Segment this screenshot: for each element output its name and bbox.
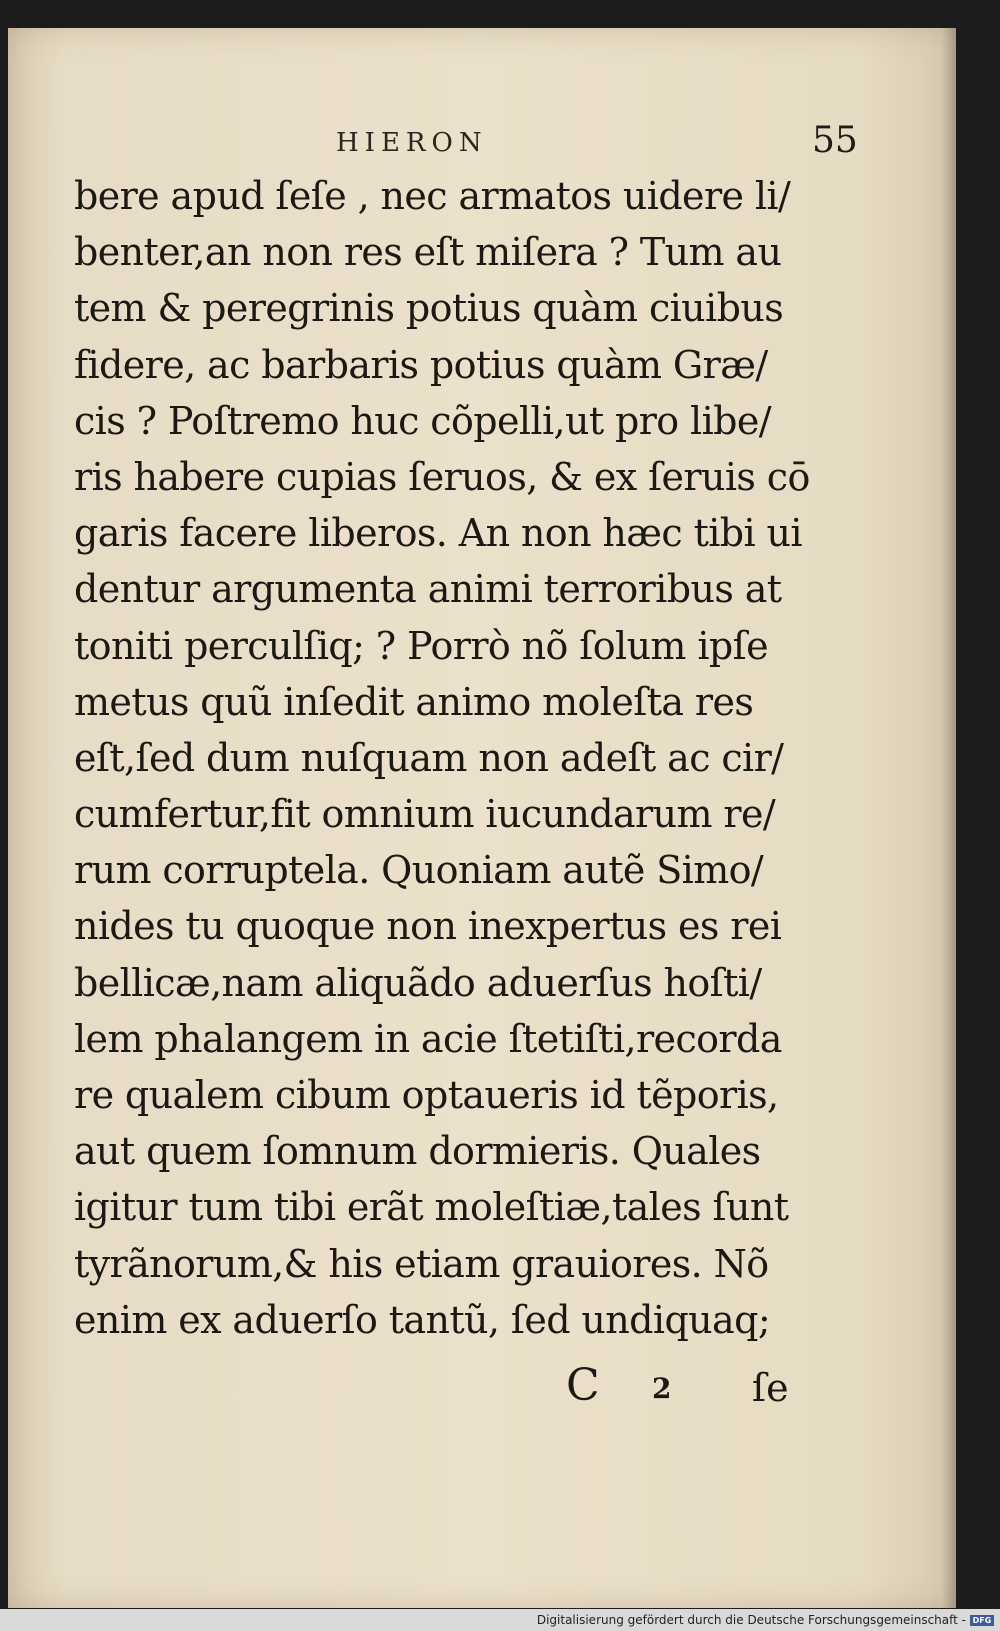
text-line: cumfertur,fit omnium iucundarum re/ [74, 792, 776, 837]
text-line: nides tu quoque non inexpertus es rei [74, 904, 782, 949]
page-edge-shadow [942, 28, 956, 1608]
text-line: cis ? Poſtremo huc cõpelli,ut pro libe/ [74, 398, 771, 443]
signature-mark: C [566, 1360, 600, 1411]
text-line: tem & peregrinis potius quàm ciuibus [74, 286, 784, 331]
text-line: benter,an non res eſt miſera ? Tum au [74, 230, 782, 275]
catchword: ſe [752, 1366, 789, 1410]
text-line: aut quem ſomnum dormieris. Quales [74, 1129, 761, 1174]
text-line: tyrãnorum,& his etiam grauiores. Nõ [74, 1241, 769, 1286]
text-line: toniti perculſiq; ? Porrò nõ ſolum ipſe [74, 623, 768, 668]
text-line: dentur argumenta animi terroribus at [74, 567, 782, 612]
running-head: HIERON [336, 128, 488, 158]
dfg-logo-icon: DFG [970, 1615, 994, 1626]
text-line: lem phalangem in acie ſtetiſti,recorda [74, 1016, 782, 1061]
text-line: eſt,ſed dum nuſquam non adeſt ac cir/ [74, 735, 784, 780]
folio-number: 55 [812, 120, 858, 161]
text-line: enim ex aduerſo tantũ, ſed undiquaq; [74, 1297, 771, 1342]
text-line: bere apud ſeſe , nec armatos uidere li/ [74, 174, 791, 218]
text-line: bellicæ,nam aliquãdo aduerſus hoſti/ [74, 960, 762, 1005]
digitization-credit [537, 1613, 994, 1627]
text-block [74, 168, 814, 1348]
text-line: re qualem cibum optaueris id tẽporis, [74, 1073, 779, 1117]
text-line: metus quũ inſedit animo moleſta res [74, 679, 754, 724]
text-line: ris habere cupias ſeruos, & ex ſeruis cō [74, 454, 810, 499]
credit-text: Digitalisierung gefördert durch die Deutsche Forschungsgemeinschaft - [536, 1613, 966, 1627]
text-line: garis facere liberos. An non hæc tibi ui [74, 511, 802, 556]
text-line: fidere, ac barbaris potius quàm Græ/ [74, 342, 768, 387]
text-line: igitur tum tibi erãt moleſtiæ,tales ſunt [74, 1185, 789, 1230]
signature-number: 2 [652, 1372, 672, 1405]
text-line: rum corruptela. Quoniam autẽ Simo/ [74, 848, 764, 893]
